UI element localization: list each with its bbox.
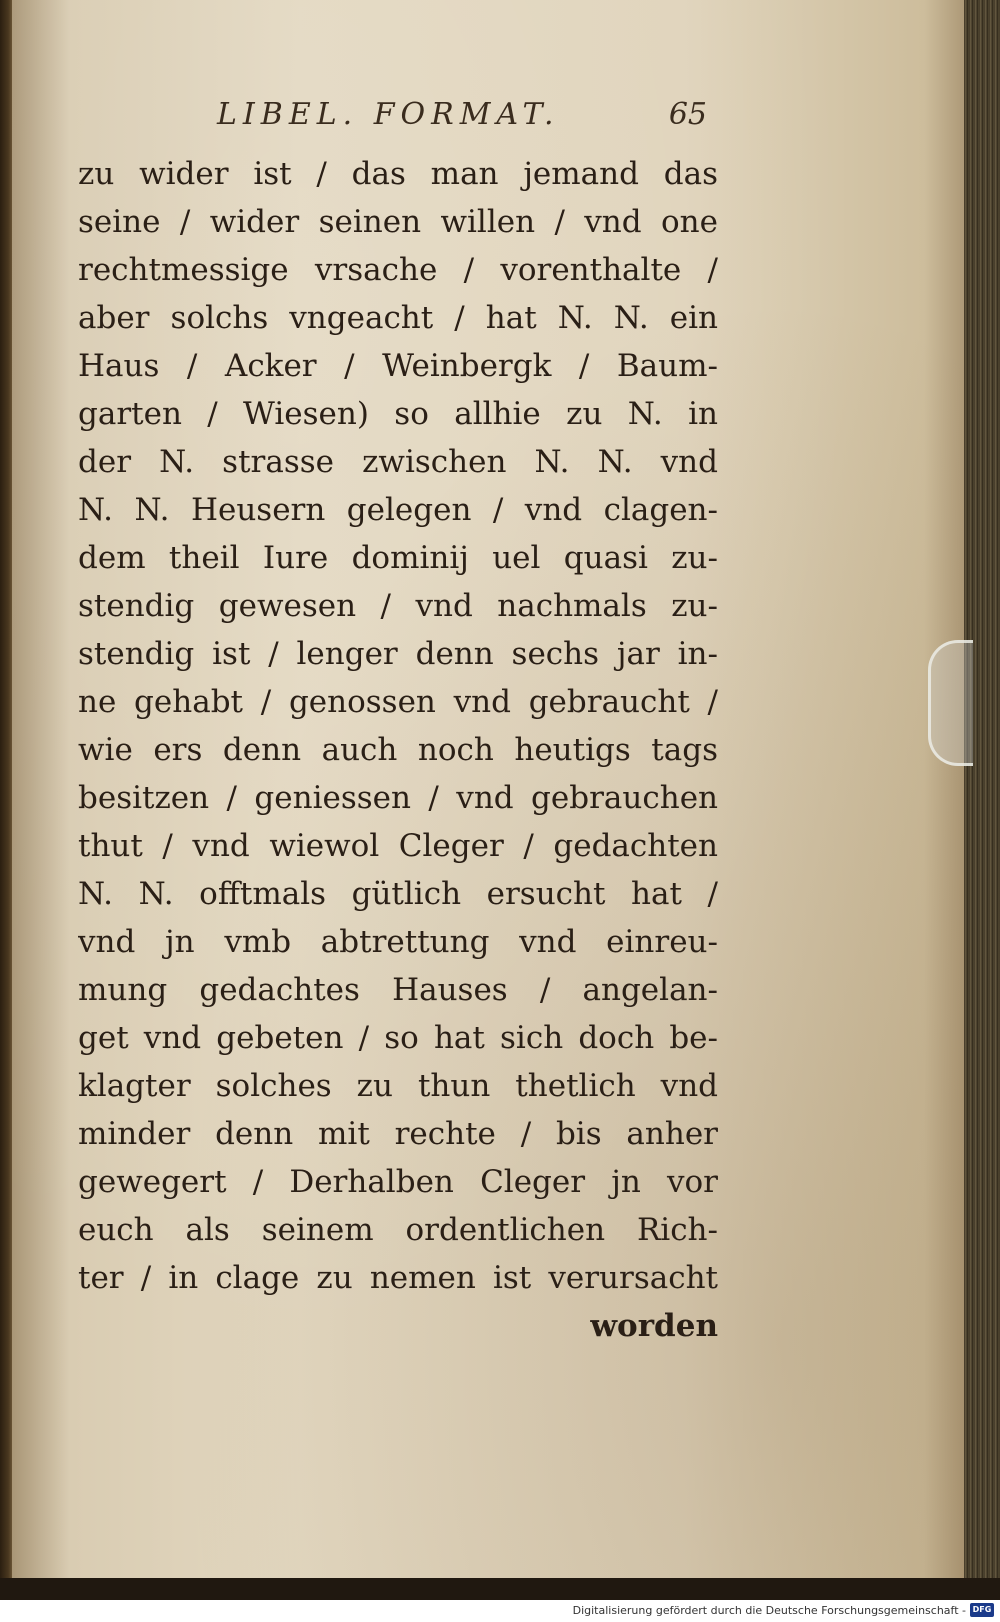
footer-bar bbox=[0, 1600, 1000, 1622]
text-line: seine / wider seinen willen / vnd one bbox=[78, 204, 718, 240]
text-line: stendig gewesen / vnd nachmals zu- bbox=[78, 588, 718, 624]
text-line: ter / in clage zu nemen ist verursacht bbox=[78, 1260, 718, 1296]
text-line: Haus / Acker / Weinbergk / Baum- bbox=[78, 348, 718, 384]
text-line: euch als seinem ordentlichen Rich- bbox=[78, 1212, 718, 1248]
running-head-title: LIBEL. FORMAT. bbox=[217, 97, 560, 132]
text-line: minder denn mit rechte / bis anher bbox=[78, 1116, 718, 1152]
text-line: der N. strasse zwischen N. N. vnd bbox=[78, 444, 718, 480]
bottom-shadow bbox=[0, 1578, 1000, 1600]
book-page bbox=[12, 0, 972, 1578]
text-line: garten / Wiesen) so allhie zu N. in bbox=[78, 396, 718, 432]
text-line: klagter solches zu thun thetlich vnd bbox=[78, 1068, 718, 1104]
text-line: zu wider ist / das man jemand das bbox=[78, 156, 718, 192]
text-line: N. N. Heusern gelegen / vnd clagen- bbox=[78, 492, 718, 528]
text-line: wie ers denn auch noch heutigs tags bbox=[78, 732, 718, 768]
dfg-logo: DFG bbox=[970, 1603, 994, 1617]
text-line: besitzen / geniessen / vnd gebrauchen bbox=[78, 780, 718, 816]
text-line: rechtmessige vrsache / vorenthalte / bbox=[78, 252, 718, 288]
text-line: dem theil Iure dominij uel quasi zu- bbox=[78, 540, 718, 576]
text-line: N. N. offtmals gütlich ersucht hat / bbox=[78, 876, 718, 912]
body-text bbox=[78, 150, 718, 1350]
catchword: worden bbox=[590, 1308, 718, 1344]
text-line: ne gehabt / genossen vnd gebraucht / bbox=[78, 684, 718, 720]
text-line: thut / vnd wiewol Cleger / gedachten bbox=[78, 828, 718, 864]
text-line: get vnd gebeten / so hat sich doch be- bbox=[78, 1020, 718, 1056]
footer-credit: Digitalisierung gefördert durch die Deutsche Forschungsgemeinschaft - bbox=[572, 1604, 966, 1617]
text-line: gewegert / Derhalben Cleger jn vor bbox=[78, 1164, 718, 1200]
running-head bbox=[217, 97, 707, 132]
text-line: vnd jn vmb abtrettung vnd einreu- bbox=[78, 924, 718, 960]
page-clip bbox=[928, 640, 973, 766]
page-edges bbox=[964, 0, 1000, 1590]
text-line: stendig ist / lenger denn sechs jar in- bbox=[78, 636, 718, 672]
page-number: 65 bbox=[668, 97, 707, 132]
text-line: mung gedachtes Hauses / angelan- bbox=[78, 972, 718, 1008]
text-line: aber solchs vngeacht / hat N. N. ein bbox=[78, 300, 718, 336]
